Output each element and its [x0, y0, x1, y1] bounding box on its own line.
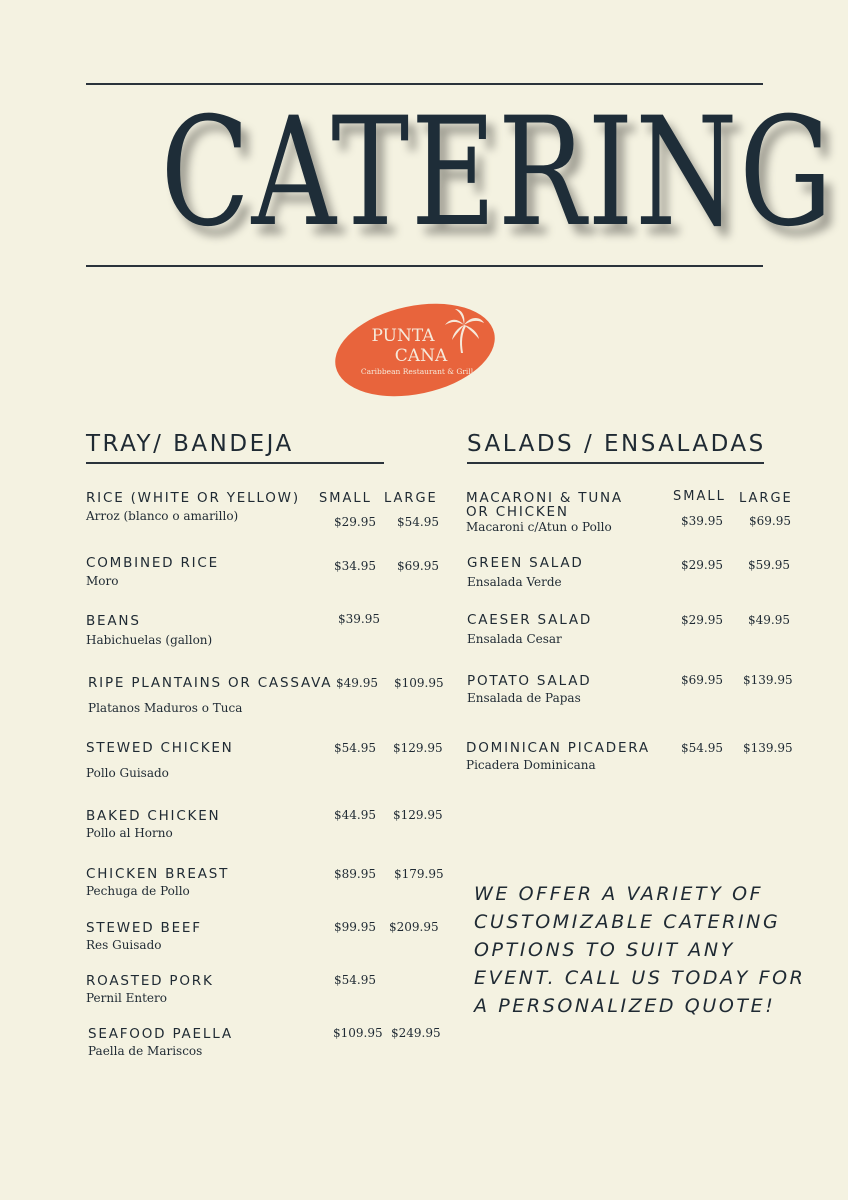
tray-item-subtitle: Habichuelas (gallon) [86, 633, 213, 647]
tray-small-price: $54.95 [334, 741, 376, 755]
tray-large-price: $69.95 [397, 559, 439, 573]
salad-item [467, 674, 591, 706]
tray-large-price: $109.95 [394, 676, 444, 690]
tray-large-price: $54.95 [397, 515, 439, 529]
salad-large-price: $59.95 [748, 558, 790, 572]
tray-small-price: $29.95 [334, 515, 376, 529]
tray-item-name: RICE (WHITE OR YELLOW) [86, 490, 300, 506]
tray-large-header: LARGE [384, 491, 438, 506]
salad-item [467, 613, 592, 647]
tray-item [86, 556, 219, 589]
tray-item-subtitle: Arroz (blanco o amarillo) [86, 509, 239, 523]
tray-item [86, 921, 202, 953]
salads-small-header: SMALL [673, 489, 726, 504]
salad-small-price: $29.95 [681, 613, 723, 627]
tray-small-header: SMALL [319, 491, 372, 506]
salads-section-title: SALADS / ENSALADAS [467, 431, 766, 457]
salad-item-subtitle: Picadera Dominicana [466, 758, 596, 772]
tray-small-price: $39.95 [338, 612, 380, 626]
tray-item-subtitle: Pernil Entero [86, 991, 167, 1005]
tray-item-name: SEAFOOD PAELLA [88, 1026, 233, 1042]
logo-tagline: Caribbean Restaurant & Grill [360, 367, 474, 376]
tray-item [86, 867, 229, 899]
tray-large-price: $209.95 [389, 920, 439, 934]
tray-item-name: STEWED BEEF [86, 920, 202, 936]
salad-item [466, 741, 650, 773]
tray-item [88, 1027, 233, 1059]
tray-large-price: $129.95 [393, 808, 443, 822]
restaurant-logo [333, 301, 497, 399]
tray-item-name: BEANS [86, 613, 141, 629]
salad-large-price: $139.95 [743, 741, 793, 755]
salad-small-price: $39.95 [681, 514, 723, 528]
page-title: CATERING [160, 86, 835, 260]
salad-item-subtitle: Ensalada de Papas [467, 691, 581, 705]
salad-item-name: MACARONI & TUNA [466, 490, 623, 506]
tray-small-price: $34.95 [334, 559, 376, 573]
salad-item-name-line2: OR CHICKEN [466, 504, 569, 520]
tray-section-underline [86, 462, 384, 464]
tray-item [86, 974, 214, 1006]
salad-item-name: GREEN SALAD [467, 555, 584, 571]
salads-large-header: LARGE [739, 491, 793, 506]
tray-item-name: STEWED CHICKEN [86, 740, 234, 756]
tray-item-subtitle: Pollo Guisado [86, 766, 169, 780]
tray-small-price: $99.95 [334, 920, 376, 934]
tray-item-name: ROASTED PORK [86, 973, 214, 989]
tray-item-name: COMBINED RICE [86, 555, 219, 571]
tray-item [86, 809, 220, 841]
salad-large-price: $139.95 [743, 673, 793, 687]
tray-large-price: $179.95 [394, 867, 444, 881]
logo-line1: PUNTA [371, 326, 435, 346]
tray-small-price: $89.95 [334, 867, 376, 881]
tray-item [86, 491, 300, 524]
salad-small-price: $29.95 [681, 558, 723, 572]
salad-item-name: DOMINICAN PICADERA [466, 740, 650, 756]
salad-small-price: $69.95 [681, 673, 723, 687]
tray-small-price: $109.95 [333, 1026, 383, 1040]
tray-small-price: $54.95 [334, 973, 376, 987]
salad-item-subtitle: Ensalada Verde [467, 575, 562, 589]
title-bottom-rule [86, 265, 763, 267]
tray-small-price: $44.95 [334, 808, 376, 822]
salad-item-subtitle: Ensalada Cesar [467, 632, 562, 646]
tray-section-title: TRAY/ BANDEJA [86, 431, 294, 457]
salad-large-price: $49.95 [748, 613, 790, 627]
tray-item [86, 614, 212, 648]
tray-item-subtitle: Platanos Maduros o Tuca [88, 701, 243, 715]
tray-item-subtitle: Moro [86, 574, 119, 588]
tray-large-price: $129.95 [393, 741, 443, 755]
salad-large-price: $69.95 [749, 514, 791, 528]
title-top-rule [86, 83, 763, 85]
tray-small-price: $49.95 [336, 676, 378, 690]
salads-section-underline [467, 462, 764, 464]
tray-item-name: RIPE PLANTAINS OR CASSAVA [88, 675, 333, 691]
tray-item-subtitle: Pollo al Horno [86, 826, 173, 840]
tray-large-price: $249.95 [391, 1026, 441, 1040]
tray-item [86, 741, 234, 781]
tray-item-subtitle: Res Guisado [86, 938, 162, 952]
tray-item [88, 676, 332, 716]
tray-item-name: CHICKEN BREAST [86, 866, 230, 882]
tray-item-subtitle: Pechuga de Pollo [86, 884, 190, 898]
tray-item-name: BAKED CHICKEN [86, 808, 221, 824]
salad-small-price: $54.95 [681, 741, 723, 755]
tray-item-subtitle: Paella de Mariscos [88, 1044, 203, 1058]
promo-text: WE OFFER A VARIETY OF CUSTOMIZABLE CATERING OPTIONS TO SUIT ANY EVENT. CALL US TODAY FOR A PERSONALIZED QUOTE! [474, 883, 806, 1017]
salad-item-subtitle: Macaroni c/Atun o Pollo [466, 520, 612, 534]
salad-item-name: POTATO SALAD [467, 673, 592, 689]
salad-item [466, 491, 623, 535]
salad-item [467, 556, 584, 590]
logo-line2: CANA [394, 346, 448, 366]
salad-item-name: CAESER SALAD [467, 612, 593, 628]
